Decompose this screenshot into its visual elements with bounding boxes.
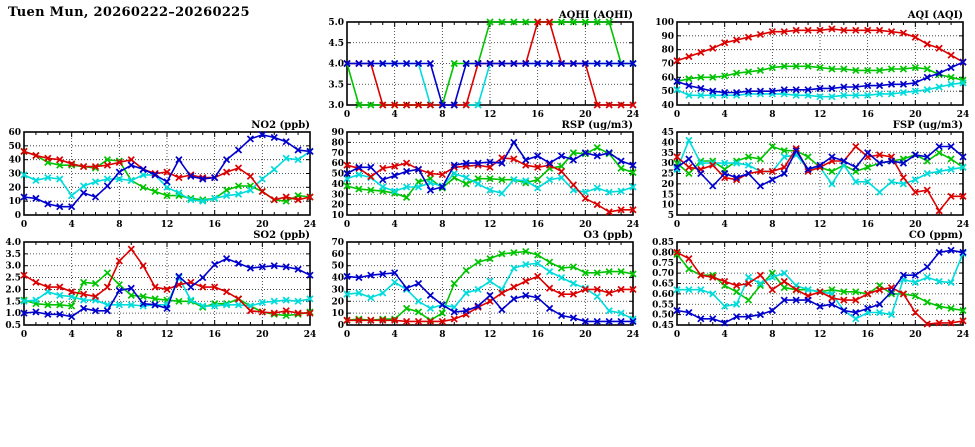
o3-xtick-label: 24 [626, 330, 640, 340]
aqhi-ytick-label: 4.5 [328, 38, 344, 49]
so2-xtick-label: 8 [116, 330, 123, 340]
rsp-ytick-label: 40 [331, 179, 344, 190]
o3-ytick-label: 60 [331, 249, 344, 260]
rsp-xtick-label: 8 [439, 220, 446, 230]
co-chart-title: CO (ppm) [908, 230, 963, 241]
co-ytick-label: 0.70 [652, 269, 674, 280]
o3-xtick-label: 0 [343, 330, 351, 340]
no2-xtick-label: 20 [256, 220, 269, 230]
so2-series-green-markers [22, 270, 313, 317]
fsp-xtick-label: 16 [861, 220, 874, 230]
rsp-xtick-label: 12 [483, 220, 497, 230]
so2-ytick-label: 2.0 [5, 285, 21, 296]
aqi-xtick-label: 24 [956, 110, 970, 120]
co-xtick-label: 12 [813, 330, 827, 340]
no2-xtick-label: 24 [303, 220, 317, 230]
rsp-ytick-label: 10 [331, 211, 344, 221]
fsp-chart-title: FSP (ug/m3) [892, 120, 963, 131]
aqi-ytick-label: 80 [661, 45, 674, 56]
no2-ytick-label: 20 [8, 183, 21, 194]
so2-xtick-label: 12 [160, 330, 174, 340]
fsp-xtick-label: 8 [769, 220, 776, 230]
fsp-ytick-label: 5 [667, 211, 674, 221]
rsp-xtick-label: 24 [626, 220, 640, 230]
co-ytick-label: 0.80 [652, 248, 674, 259]
co-ytick-label: 0.75 [652, 258, 674, 269]
rsp-ytick-label: 90 [331, 128, 344, 138]
no2-ytick-label: 50 [8, 141, 21, 152]
no2-ytick-label: 60 [8, 128, 21, 138]
no2-chart-title: NO2 (ppb) [251, 120, 310, 131]
aqhi-ytick-label: 4.0 [328, 59, 344, 70]
aqhi-xtick-label: 8 [439, 110, 446, 120]
co-xtick-label: 0 [673, 330, 681, 340]
o3-series-cyan-markers [345, 261, 636, 322]
aqhi-chart-title: AQHI (AQHI) [558, 10, 633, 21]
rsp-ytick-label: 70 [331, 148, 344, 159]
no2-xtick-label: 0 [20, 220, 28, 230]
page-title: Tuen Mun, 20260222–20260225 [8, 5, 250, 20]
chart-co [641, 226, 975, 343]
aqi-ytick-label: 60 [661, 73, 674, 84]
co-xtick-label: 4 [721, 330, 728, 340]
aqhi-xtick-label: 20 [579, 110, 592, 120]
o3-ytick-label: 50 [331, 261, 344, 272]
fsp-ytick-label: 40 [661, 138, 674, 149]
so2-ytick-label: 3.0 [5, 261, 21, 272]
no2-ytick-label: 10 [8, 197, 21, 208]
so2-ytick-label: 3.5 [5, 249, 21, 260]
so2-xtick-label: 24 [303, 330, 317, 340]
fsp-ytick-label: 30 [661, 159, 674, 170]
fsp-xtick-label: 20 [909, 220, 922, 230]
aqi-xtick-label: 8 [769, 110, 776, 120]
rsp-ytick-label: 60 [331, 159, 344, 170]
aqi-xtick-label: 0 [673, 110, 681, 120]
o3-xtick-label: 4 [391, 330, 398, 340]
fsp-ytick-label: 25 [661, 169, 674, 180]
aqi-xtick-label: 16 [861, 110, 874, 120]
no2-xtick-label: 12 [160, 220, 174, 230]
no2-series-blue-markers [22, 132, 313, 209]
co-series-blue-markers [675, 248, 966, 325]
aqhi-ytick-label: 3.5 [328, 80, 344, 91]
no2-xtick-label: 4 [68, 220, 75, 230]
chart-o3 [311, 226, 647, 343]
o3-ytick-label: 20 [331, 297, 344, 308]
no2-series-green-line [24, 151, 310, 201]
o3-xtick-label: 16 [531, 330, 544, 340]
co-ytick-label: 0.50 [652, 310, 674, 321]
rsp-xtick-label: 20 [579, 220, 592, 230]
chart-rsp [311, 116, 647, 233]
chart-aqi [641, 6, 975, 123]
co-xtick-label: 24 [956, 330, 970, 340]
aqi-ytick-label: 70 [661, 59, 674, 70]
aqhi-xtick-label: 0 [343, 110, 351, 120]
co-xtick-label: 16 [861, 330, 874, 340]
fsp-xtick-label: 0 [673, 220, 681, 230]
aqi-chart-title: AQI (AQI) [907, 10, 963, 21]
co-series-cyan-markers [675, 251, 966, 321]
aqhi-xtick-label: 12 [483, 110, 497, 120]
so2-ytick-label: 2.5 [5, 273, 21, 284]
co-ytick-label: 0.65 [652, 279, 674, 290]
aqhi-xtick-label: 4 [391, 110, 398, 120]
so2-chart-title: SO2 (ppb) [253, 230, 310, 241]
aqi-ytick-label: 100 [655, 18, 674, 28]
o3-ytick-label: 30 [331, 285, 344, 296]
aqhi-xtick-label: 24 [626, 110, 640, 120]
aqi-xtick-label: 12 [813, 110, 827, 120]
rsp-ytick-label: 80 [331, 138, 344, 149]
fsp-series-red-markers [675, 144, 966, 213]
chart-aqhi [311, 6, 647, 123]
no2-ytick-label: 30 [8, 169, 21, 180]
so2-ytick-label: 1.5 [5, 297, 21, 308]
o3-chart-title: O3 (ppb) [583, 230, 633, 241]
aqhi-xtick-label: 16 [531, 110, 544, 120]
rsp-ytick-label: 30 [331, 190, 344, 201]
o3-xtick-label: 8 [439, 330, 446, 340]
so2-ytick-label: 1.0 [5, 309, 21, 320]
no2-ytick-label: 40 [8, 155, 21, 166]
co-series-blue-line [677, 250, 963, 323]
rsp-series-red-markers [345, 156, 636, 215]
chart-no2 [0, 116, 324, 233]
no2-series-cyan-line [24, 151, 310, 201]
co-ytick-label: 0.60 [652, 289, 674, 300]
fsp-ytick-label: 10 [661, 200, 674, 211]
co-series-green-markers [675, 252, 966, 313]
aqi-xtick-label: 4 [721, 110, 728, 120]
co-ytick-label: 0.45 [652, 321, 674, 331]
aqi-ytick-label: 90 [661, 31, 674, 42]
chart-fsp [641, 116, 975, 233]
rsp-xtick-label: 0 [343, 220, 351, 230]
rsp-xtick-label: 16 [531, 220, 544, 230]
fsp-ytick-label: 35 [661, 148, 674, 159]
o3-ytick-label: 40 [331, 273, 344, 284]
rsp-ytick-label: 50 [331, 169, 344, 180]
co-ytick-label: 0.85 [652, 238, 674, 248]
aqi-xtick-label: 20 [909, 110, 922, 120]
aqi-ytick-label: 50 [661, 87, 674, 98]
fsp-xtick-label: 24 [956, 220, 970, 230]
no2-xtick-label: 16 [208, 220, 221, 230]
co-ytick-label: 0.55 [652, 300, 674, 311]
o3-xtick-label: 12 [483, 330, 497, 340]
no2-ytick-label: 0 [14, 211, 21, 221]
rsp-series-red-line [347, 158, 633, 212]
so2-ytick-label: 4.0 [5, 238, 21, 248]
aqi-ytick-label: 40 [661, 101, 674, 111]
so2-xtick-label: 20 [256, 330, 269, 340]
so2-xtick-label: 0 [20, 330, 28, 340]
o3-ytick-label: 0 [337, 321, 344, 331]
rsp-ytick-label: 20 [331, 200, 344, 211]
fsp-ytick-label: 15 [661, 190, 674, 201]
rsp-chart-title: RSP (ug/m3) [561, 120, 633, 131]
co-xtick-label: 20 [909, 330, 922, 340]
fsp-ytick-label: 45 [661, 128, 674, 138]
fsp-ytick-label: 20 [661, 179, 674, 190]
co-xtick-label: 8 [769, 330, 776, 340]
so2-xtick-label: 4 [68, 330, 75, 340]
chart-so2 [0, 226, 324, 343]
so2-xtick-label: 16 [208, 330, 221, 340]
fsp-xtick-label: 12 [813, 220, 827, 230]
so2-ytick-label: 0.5 [5, 321, 21, 331]
fsp-xtick-label: 4 [721, 220, 728, 230]
aqhi-ytick-label: 5.0 [328, 18, 344, 28]
rsp-xtick-label: 4 [391, 220, 398, 230]
aqi-series-red-line [677, 29, 963, 62]
o3-xtick-label: 20 [579, 330, 592, 340]
no2-xtick-label: 8 [116, 220, 123, 230]
o3-ytick-label: 10 [331, 309, 344, 320]
o3-ytick-label: 70 [331, 238, 344, 248]
o3-series-cyan-line [347, 263, 633, 319]
aqhi-ytick-label: 3.0 [328, 101, 344, 111]
